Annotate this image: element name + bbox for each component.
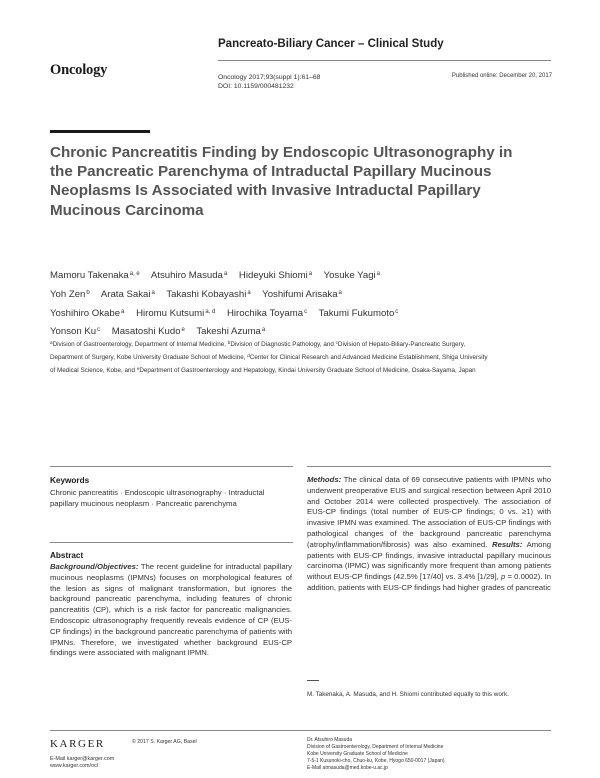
keywords-heading: Keywords [50,476,90,485]
contribution-note: M. Takenaka, A. Masuda, and H. Shiomi contributed equally to this work. [307,691,509,698]
p-value-symbol: p [500,572,506,582]
publisher-logo: KARGER [50,738,105,750]
copyright: © 2017 S. Karger AG, Basel [132,739,197,745]
author: Hirochika Toyama$^c$ [227,307,308,319]
abstract-divider [50,542,293,543]
citation-doi[interactable]: DOI: 10.1159/000481232 [218,83,294,90]
corr-dept: Division of Gastroenterology, Department of Internal Medicine [307,744,444,750]
article-title: Chronic Pancreatitis Finding by Endoscopic Ultrasonography in the Pancreatic Parenchyma of Intraductal Papillary Mucinous Neoplasms Is Associated with Invasive Intraductal Papillary Mucinous Carcinoma [50,144,513,219]
author-line-2 [50,285,550,304]
background-label: Background/Objectives: [50,562,139,571]
publisher-email[interactable]: E-Mail karger@karger.com [50,756,115,762]
publisher-website[interactable]: www.karger.com/ocl [50,763,98,770]
corr-address: 7-5-1 Kusunoki-cho, Chuo-ku, Kobe, Hyogo 650-0017 (Japan) [307,758,445,764]
author: Mamoru Takenaka$^{a, e}$ [50,270,140,281]
author: Yoshihiro Okabe$^a$ [50,307,125,319]
author-line-1 [50,266,550,285]
footer-divider [50,730,551,731]
corr-name: Dr. Atsuhiro Masuda [307,737,353,743]
results-text: Among patients with EUS-CP findings, invasive intraductal papillary mucinous carcinoma (IPMC) was significantly more frequent than among patients without EUS-CP findings (42.5% [17/40] vs. 3.4% [1/29], [307,539,551,582]
abstract-methods-results [307,475,551,594]
footnote-rule [307,680,319,681]
author: Takumi Fukumoto$^c$ [318,307,399,319]
methods-label: Methods: [307,475,342,484]
correspondence [307,737,445,772]
background-text: The recent guideline for intraductal papillary mucinous neoplasms (IPMNs) focuses on morphological features of the lesion as signs of malignant transformation, but ignores the background pancreatic parenchyma, including features of chronic pancreatitis (CP), which is a risk factor for pancreatic malignancies. Endoscopic ultrasonography frequently reveals evidence of CP (EUS-CP findings) in the background pancreatic parenchyma of patients with IPMNs. Therefore, we investigated whether background EUS-CP findings were associated with malignant IPMN. [50,562,292,658]
title-rule [50,130,150,133]
author: Atsuhiro Masuda$^a$ [150,270,228,281]
corr-school: Kobe University Graduate School of Medicine [307,751,408,757]
author-list [50,266,550,341]
author-line-3 [50,304,550,323]
author: Hiromu Kutsumi$^{a, d}$ [136,307,216,319]
methods-text: The clinical data of 69 consecutive patients with IPMNs who underwent preoperative EUS and surgical resection between April 2010 and October 2014 were collected prospectively. The association of EUS-CP findings (total number of EUS-CP findings; 0 vs. ≥1) with invasive IPMN was examined. The association of EUS-CP findings with pathological changes of the background pancreatic parenchyma (atrophy/inflammation/fibrosis) was also examined. [307,475,551,549]
keywords-divider [50,466,293,467]
citation [218,73,320,91]
keywords-text: Chronic pancreatitis · Endoscopic ultrasonography · Intraductal papillary mucinous neoplasm · Pancreatic parenchyma [50,488,265,508]
header-divider [218,60,551,61]
results-text-continued: = 0.0002). In addition, patients with EUS-CP findings had higher grades of pancreatic [307,572,551,592]
author: Yoshifumi Arisaka$^a$ [262,288,342,300]
abstract-background [50,562,292,659]
results-label: Results: [492,539,523,549]
author: Yonson Ku$^c$ [50,326,101,338]
author: Yoh Zen$^b$ [50,288,90,300]
publisher-contact [50,756,114,770]
corr-email[interactable]: E-Mail atmasuda@med.kobe-u.ac.jp [307,765,388,771]
author: Masatoshi Kudo$^e$ [111,326,185,338]
author: Yosuke Yagi$^a$ [323,270,381,281]
published-date: Published online: December 20, 2017 [451,73,552,79]
author: Arata Sakai$^a$ [100,288,155,300]
affiliations: $^a$Division of Gastroenterology, Department of Internal Medicine, $^b$Division of Diagnostic Pathology, and $^c$Division of Hepato-Biliary-Pancreatic Surgery, Department of Surgery, Kobe University Graduate School of Medicine, $^d$Center for Clinical Research and Advanced Medicine Establishment, Shiga University of Medical Science, Kobe, and $^e$Department of Gastroenterology and Hepatology, Kindai University Graduate School of Medicine, Osaka-Sayama, Japan [50,340,488,374]
right-column-divider [307,466,551,467]
author: Takeshi Azuma$^a$ [196,326,266,338]
citation-volume: Oncology 2017;93(suppl 1):61–68 [218,74,321,81]
author: Hideyuki Shiomi$^a$ [238,270,313,281]
abstract-heading: Abstract [50,551,84,560]
author: Takashi Kobayashi$^a$ [166,288,251,300]
section-label: Pancreato-Biliary Cancer – Clinical Study [218,38,444,50]
journal-logo: Oncology [50,62,108,78]
